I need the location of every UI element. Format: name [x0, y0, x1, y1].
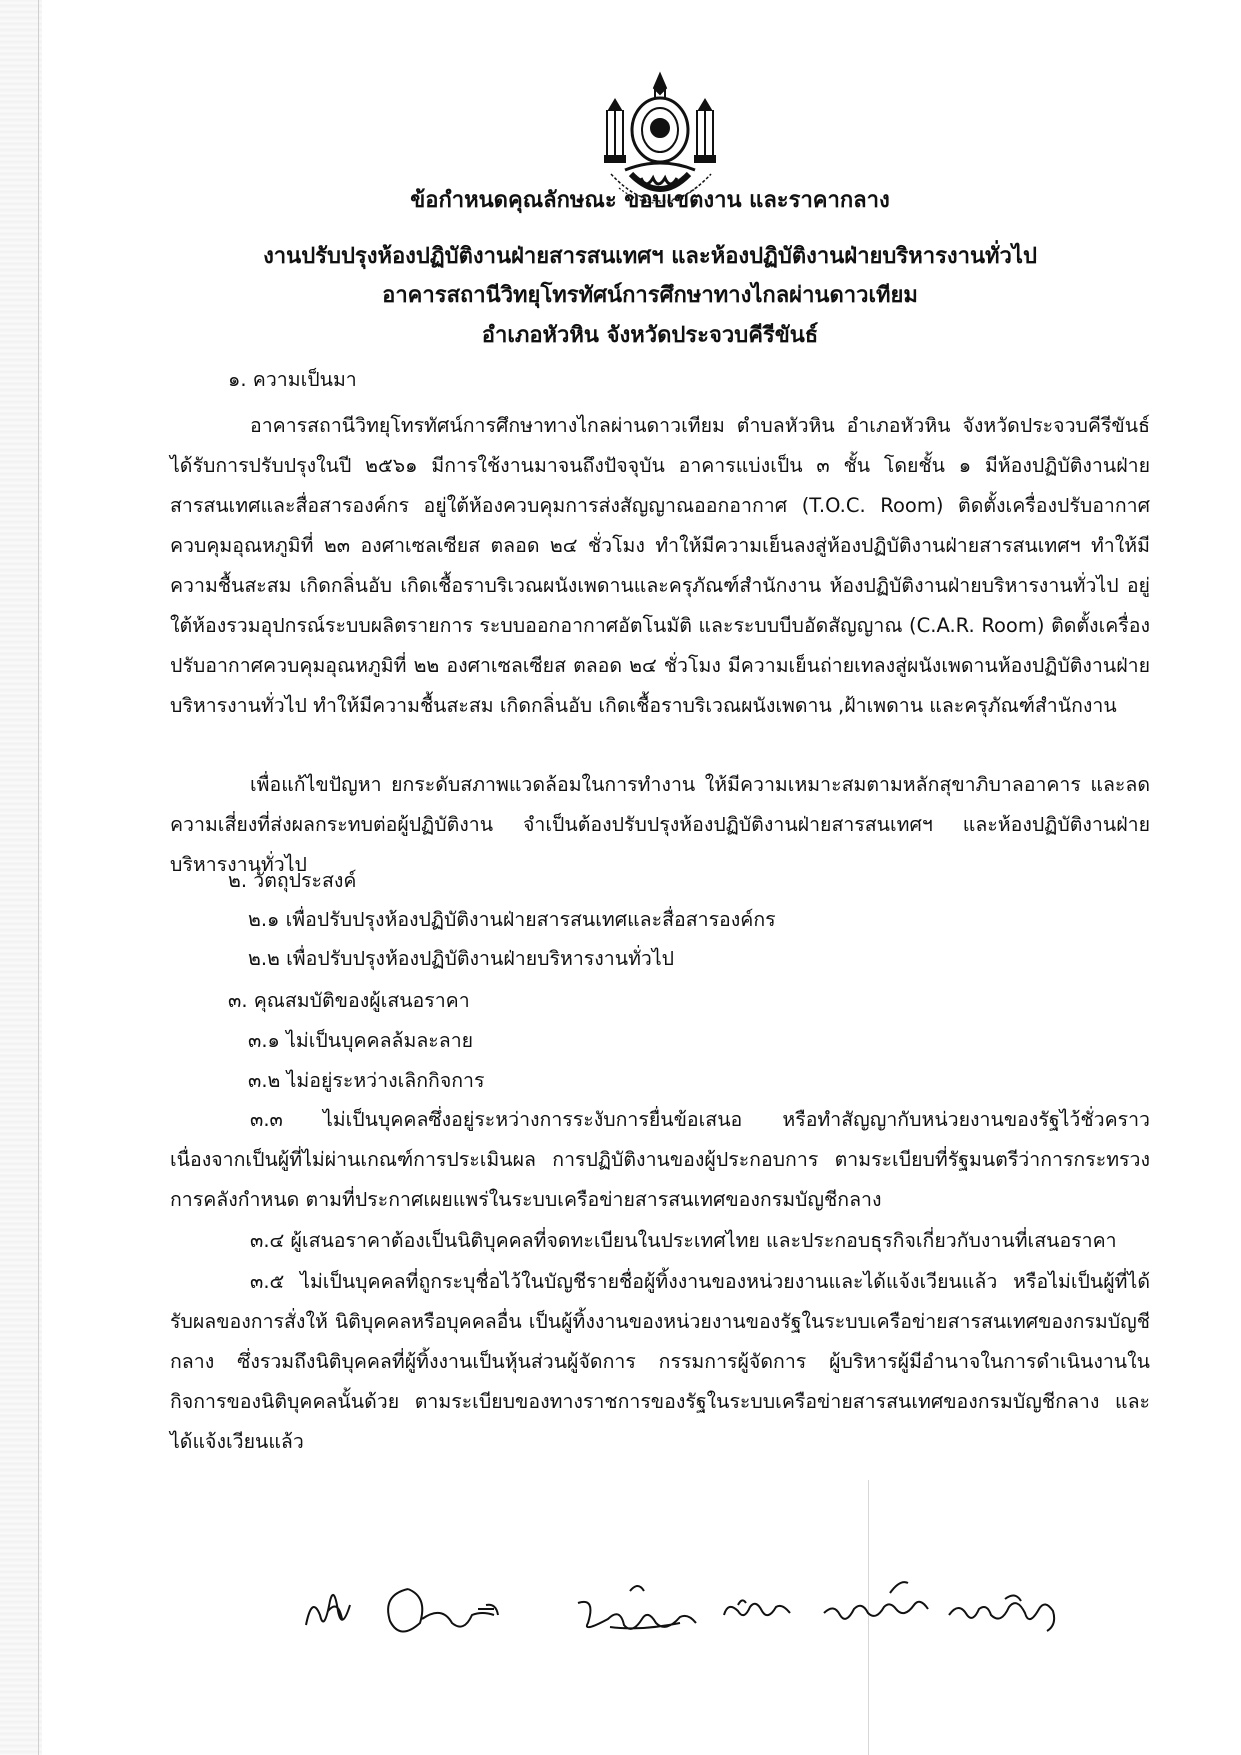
signature-5	[820, 1575, 935, 1645]
scan-edge-line	[38, 0, 39, 1755]
background-paragraph-1: อาคารสถานีวิทยุโทรทัศน์การศึกษาทางไกลผ่านดาวเทียม ตำบลหัวหิน อำเภอหัวหิน จังหวัดประจวบคีรีขันธ์ ได้รับการปรับปรุงในปี ๒๕๖๑ มีการใช้งานมาจนถึงปัจจุบัน อาคารแบ่งเป็น ๓ ชั้น โดยชั้น ๑ มีห้องปฏิบัติงานฝ่ายสารสนเทศและสื่อสารองค์กร อยู่ใต้ห้องควบคุมการส่งสัญญาณออกอากาศ (T.O.C. Room) ติดตั้งเครื่องปรับอากาศควบคุมอุณหภูมิที่ ๒๓ องศาเซลเซียส ตลอด ๒๔ ชั่วโมง ทำให้มีความเย็นลงสู่ห้องปฏิบัติงานฝ่ายสารสนเทศฯ ทำให้มีความชื้นสะสม เกิดกลิ่นอับ เกิดเชื้อราบริเวณผนังเพดานและครุภัณฑ์สำนักงาน ห้องปฏิบัติงานฝ่ายบริหารงานทั่วไป อยู่ใต้ห้องรวมอุปกรณ์ระบบผลิตรายการ ระบบออกอากาศอัตโนมัติ และระบบบีบอัดสัญญาณ (C.A.R. Room) ติดตั้งเครื่องปรับอากาศควบคุมอุณหภูมิที่ ๒๒ องศาเซลเซียส ตลอด ๒๔ ชั่วโมง มีความเย็นถ่ายเทลงสู่ผนังเพดานห้องปฏิบัติงานฝ่ายบริหารงานทั่วไป ทำให้มีความชื้นสะสม เกิดกลิ่นอับ เกิดเชื้อราบริเวณผนังเพดาน ,ฝ้าเพดาน และครุภัณฑ์สำนักงาน	[170, 414, 1150, 717]
section-heading-qualifications: ๓. คุณสมบัติของผู้เสนอราคา	[228, 989, 470, 1012]
qualification-item-3: ๓.๓ ไม่เป็นบุคคลซึ่งอยู่ระหว่างการระงับการยื่นข้อเสนอ หรือทำสัญญากับหน่วยงานของรัฐไว้ชั่วคราว เนื่องจากเป็นผู้ที่ไม่ผ่านเกณฑ์การประเมินผล การปฏิบัติงานของผู้ประกอบการ ตามระเบียบที่รัฐมนตรีว่าการกระทรวงการคลังกำหนด ตามที่ประกาศเผยแพร่ในระบบเครือข่ายสารสนเทศของกรมบัญชีกลาง	[170, 1108, 1150, 1211]
background-paragraph-2: เพื่อแก้ไขปัญหา ยกระดับสภาพแวดล้อมในการทำงาน ให้มีความเหมาะสมตามหลักสุขาภิบาลอาคาร และลดความเสี่ยงที่ส่งผลกระทบต่อผู้ปฏิบัติงาน จำเป็นต้องปรับปรุงห้องปฏิบัติงานฝ่ายสารสนเทศฯ และห้องปฏิบัติงานฝ่ายบริหารงานทั่วไป	[170, 773, 1150, 876]
qualification-item-4: ๓.๔ ผู้เสนอราคาต้องเป็นนิติบุคคลที่จดทะเบียนในประเทศไทย และประกอบธุรกิจเกี่ยวกับงานที่เสนอราคา	[250, 1229, 1117, 1252]
qualification-item-2: ๓.๒ ไม่อยู่ระหว่างเลิกกิจการ	[248, 1069, 485, 1092]
signature-1	[300, 1575, 370, 1645]
signature-3	[570, 1575, 705, 1645]
qualification-item-1: ๓.๑ ไม่เป็นบุคคลล้มละลาย	[248, 1029, 474, 1052]
objective-item-1: ๒.๑ เพื่อปรับปรุงห้องปฏิบัติงานฝ่ายสารสนเทศและสื่อสารองค์กร	[248, 908, 776, 931]
document-title-line-1: ข้อกำหนดคุณลักษณะ ขอบเขตงาน และราคากลาง	[410, 188, 890, 213]
signature-6	[945, 1575, 1065, 1645]
document-title-line-3: อาคารสถานีวิทยุโทรทัศน์การศึกษาทางไกลผ่านดาวเทียม	[382, 283, 918, 308]
qualification-item-5: ๓.๕ ไม่เป็นบุคคลที่ถูกระบุชื่อไว้ในบัญชีรายชื่อผู้ทิ้งงานของหน่วยงานและได้แจ้งเวียนแล้ว หรือไม่เป็นผู้ที่ได้รับผลของการสั่งให้ นิติบุคคลหรือบุคคลอื่น เป็นผู้ทิ้งงานของหน่วยงานของรัฐในระบบเครือข่ายสารสนเทศของกรมบัญชีกลาง ซึ่งรวมถึงนิติบุคคลที่ผู้ทิ้งงานเป็นหุ้นส่วนผู้จัดการ กรรมการผู้จัดการ ผู้บริหารผู้มีอำนาจในการดำเนินงานในกิจการของนิติบุคคลนั้นด้วย ตามระเบียบของทางราชการของรัฐในระบบเครือข่ายสารสนเทศของกรมบัญชีกลาง และได้แจ้งเวียนแล้ว	[170, 1270, 1150, 1453]
scan-edge-shadow	[0, 0, 42, 1755]
objective-item-2: ๒.๒ เพื่อปรับปรุงห้องปฏิบัติงานฝ่ายบริหารงานทั่วไป	[248, 947, 675, 970]
document-title-line-4: อำเภอหัวหิน จังหวัดประจวบคีรีขันธ์	[481, 323, 819, 348]
section-heading-objectives: ๒. วัตถุประสงค์	[228, 869, 357, 892]
section-heading-background: ๑. ความเป็นมา	[228, 368, 357, 391]
signature-2	[378, 1575, 518, 1645]
document-title-line-2: งานปรับปรุงห้องปฏิบัติงานฝ่ายสารสนเทศฯ และห้องปฏิบัติงานฝ่ายบริหารงานทั่วไป	[263, 244, 1037, 269]
signature-4	[718, 1575, 798, 1645]
